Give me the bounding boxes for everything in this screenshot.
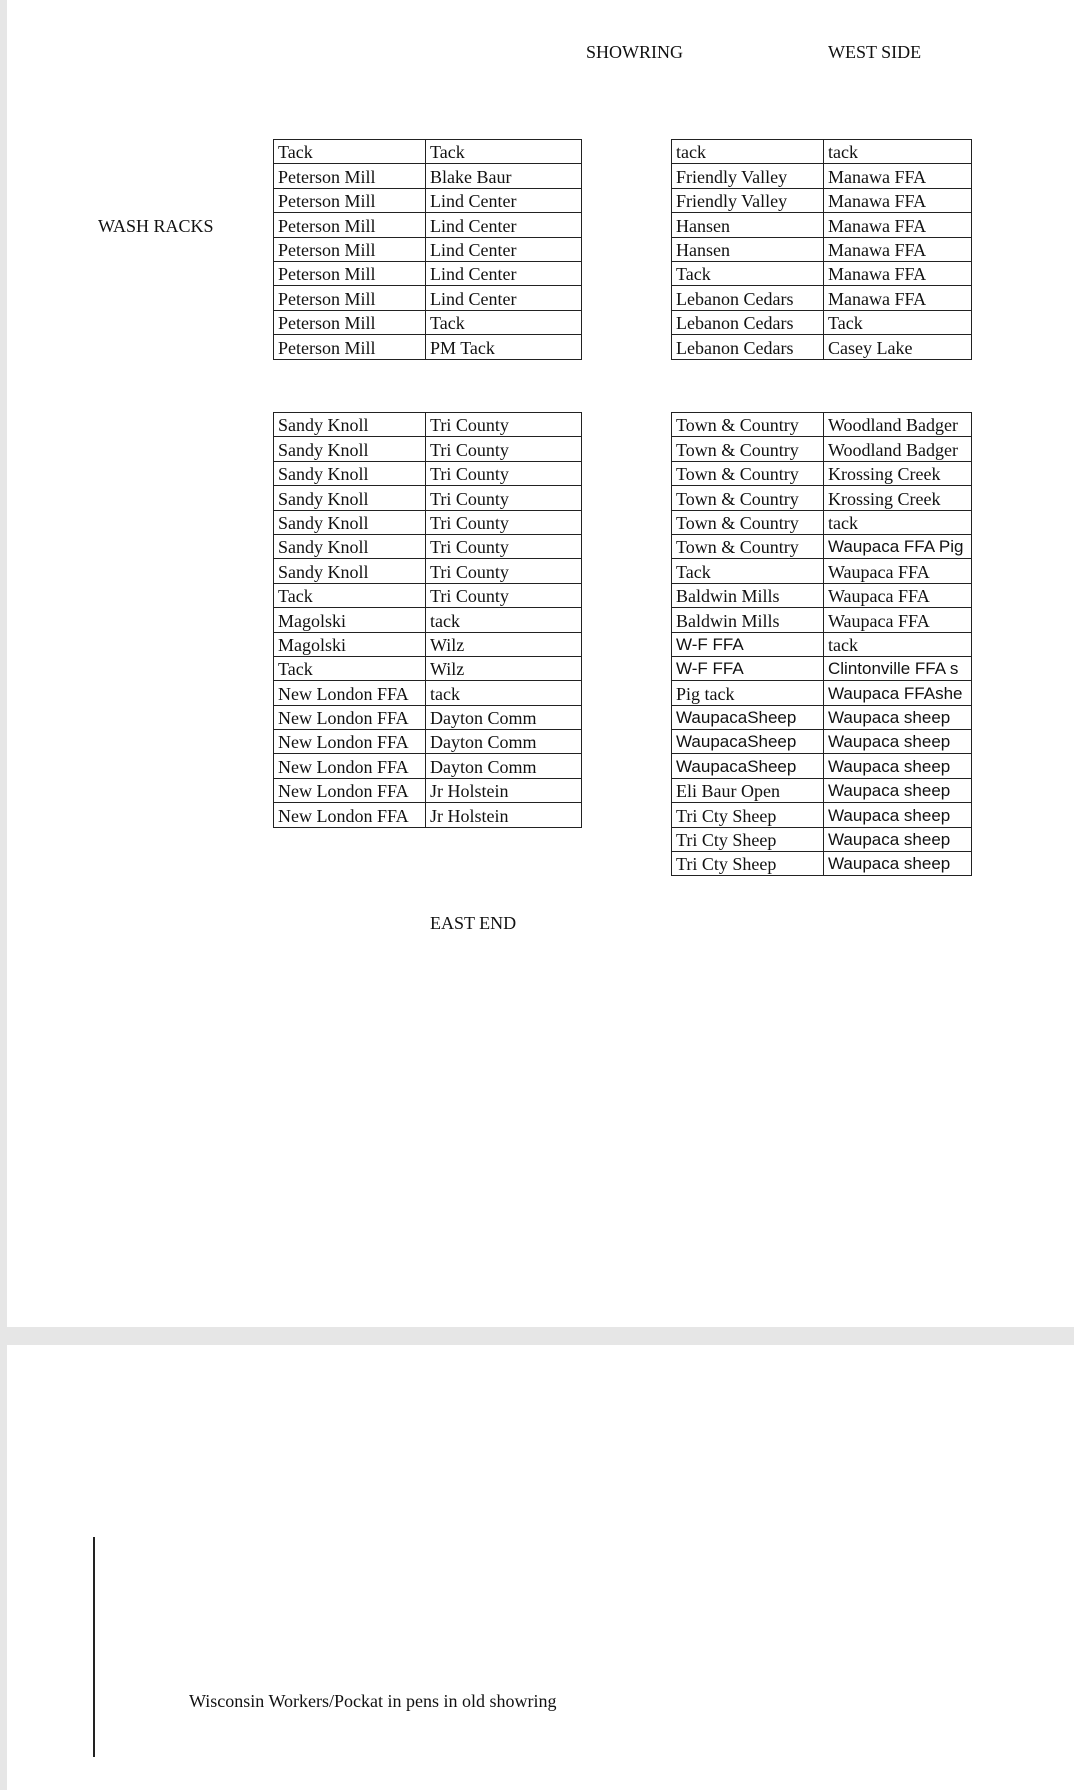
table-cell: PM Tack bbox=[426, 335, 582, 359]
stall-table-top-right bbox=[671, 139, 972, 360]
table-row bbox=[274, 803, 582, 827]
table-cell: tack bbox=[824, 140, 972, 164]
table-cell: Tri County bbox=[426, 413, 582, 437]
table-cell: Waupaca FFA bbox=[824, 583, 972, 607]
table-row bbox=[274, 461, 582, 485]
wash-racks-label: WASH RACKS bbox=[98, 216, 214, 236]
table-cell: Tack bbox=[672, 261, 824, 285]
page-1 bbox=[7, 0, 1074, 1327]
table-row bbox=[672, 261, 972, 285]
table-cell: Peterson Mill bbox=[274, 237, 426, 261]
table-cell: Tack bbox=[824, 310, 972, 334]
table-cell: Sandy Knoll bbox=[274, 559, 426, 583]
table-cell: Lind Center bbox=[426, 188, 582, 212]
table-cell: Tack bbox=[274, 583, 426, 607]
table-cell: tack bbox=[426, 608, 582, 632]
table-row bbox=[672, 754, 972, 778]
table-cell: Krossing Creek bbox=[824, 486, 972, 510]
table-cell: Manawa FFA bbox=[824, 164, 972, 188]
table-cell: Town & Country bbox=[672, 461, 824, 485]
table-row bbox=[672, 656, 972, 680]
table-cell: Tack bbox=[274, 656, 426, 680]
table-cell: Manawa FFA bbox=[824, 237, 972, 261]
table-row bbox=[672, 486, 972, 510]
table-cell: New London FFA bbox=[274, 803, 426, 827]
table-row bbox=[274, 632, 582, 656]
table-row bbox=[274, 583, 582, 607]
table-cell: Waupaca FFA bbox=[824, 559, 972, 583]
table-row bbox=[672, 437, 972, 461]
table-cell: WaupacaSheep bbox=[672, 705, 824, 729]
table-row bbox=[672, 730, 972, 754]
stall-table-bottom-left bbox=[273, 412, 582, 828]
table-cell: Hansen bbox=[672, 213, 824, 237]
table-row bbox=[672, 803, 972, 827]
table-cell: Wilz bbox=[426, 656, 582, 680]
table-cell: Dayton Comm bbox=[426, 730, 582, 754]
table-cell: Magolski bbox=[274, 632, 426, 656]
table-cell: Jr Holstein bbox=[426, 778, 582, 802]
stall-table-top-left bbox=[273, 139, 582, 360]
table-row bbox=[672, 286, 972, 310]
table-cell: tack bbox=[824, 632, 972, 656]
table-cell: Manawa FFA bbox=[824, 213, 972, 237]
table-cell: Town & Country bbox=[672, 437, 824, 461]
table-row bbox=[274, 286, 582, 310]
table-cell: Lind Center bbox=[426, 261, 582, 285]
table-cell: Peterson Mill bbox=[274, 335, 426, 359]
table-row bbox=[274, 140, 582, 164]
table-cell: Tack bbox=[426, 140, 582, 164]
table-cell: Waupaca sheep bbox=[824, 852, 972, 876]
table-cell: Lind Center bbox=[426, 237, 582, 261]
table-cell: New London FFA bbox=[274, 730, 426, 754]
table-cell: Magolski bbox=[274, 608, 426, 632]
table-cell: Waupaca sheep bbox=[824, 778, 972, 802]
table-row bbox=[274, 534, 582, 558]
table-cell: Peterson Mill bbox=[274, 213, 426, 237]
table-cell: Tri Cty Sheep bbox=[672, 852, 824, 876]
table-row bbox=[672, 705, 972, 729]
table-cell: New London FFA bbox=[274, 778, 426, 802]
table-cell: Tri County bbox=[426, 534, 582, 558]
table-cell: Sandy Knoll bbox=[274, 486, 426, 510]
table-row bbox=[672, 608, 972, 632]
table-cell: Jr Holstein bbox=[426, 803, 582, 827]
table-cell: WaupacaSheep bbox=[672, 730, 824, 754]
table-cell: Waupaca FFA Pig bbox=[824, 534, 972, 558]
table-cell: New London FFA bbox=[274, 705, 426, 729]
table-cell: Waupaca sheep bbox=[824, 803, 972, 827]
table-cell: Tri County bbox=[426, 437, 582, 461]
table-row bbox=[274, 237, 582, 261]
table-row bbox=[274, 486, 582, 510]
table-cell: Lebanon Cedars bbox=[672, 286, 824, 310]
table-cell: New London FFA bbox=[274, 754, 426, 778]
table-cell: Town & Country bbox=[672, 486, 824, 510]
table-row bbox=[672, 164, 972, 188]
page-2 bbox=[7, 1345, 1074, 1790]
table-cell: Peterson Mill bbox=[274, 164, 426, 188]
table-cell: Waupaca FFA bbox=[824, 608, 972, 632]
table-cell: Lebanon Cedars bbox=[672, 310, 824, 334]
table-cell: Manawa FFA bbox=[824, 261, 972, 285]
table-row bbox=[274, 559, 582, 583]
table-cell: Peterson Mill bbox=[274, 286, 426, 310]
table-cell: W-F FFA bbox=[672, 632, 824, 656]
table-row bbox=[672, 852, 972, 876]
west-side-label: WEST SIDE bbox=[828, 42, 922, 62]
table-cell: Baldwin Mills bbox=[672, 608, 824, 632]
table-cell: Woodland Badger bbox=[824, 413, 972, 437]
table-row bbox=[274, 213, 582, 237]
table-row bbox=[274, 164, 582, 188]
table-cell: Tri County bbox=[426, 461, 582, 485]
table-row bbox=[274, 681, 582, 705]
table-cell: Tri Cty Sheep bbox=[672, 803, 824, 827]
table-row bbox=[274, 730, 582, 754]
table-cell: Hansen bbox=[672, 237, 824, 261]
table-cell: Peterson Mill bbox=[274, 310, 426, 334]
table-row bbox=[672, 583, 972, 607]
table-cell: Lind Center bbox=[426, 286, 582, 310]
table-cell: Waupaca FFAshe bbox=[824, 681, 972, 705]
table-row bbox=[672, 335, 972, 359]
table-cell: Tri County bbox=[426, 559, 582, 583]
table-row bbox=[672, 188, 972, 212]
footer-note: Wisconsin Workers/Pockat in pens in old showring bbox=[189, 1691, 557, 1711]
east-end-label: EAST END bbox=[430, 913, 517, 933]
table-cell: Pig tack bbox=[672, 681, 824, 705]
table-row bbox=[274, 705, 582, 729]
table-cell: Tack bbox=[672, 559, 824, 583]
stall-table-bottom-right bbox=[671, 412, 972, 876]
table-row bbox=[274, 437, 582, 461]
table-cell: Friendly Valley bbox=[672, 188, 824, 212]
table-cell: Baldwin Mills bbox=[672, 583, 824, 607]
table-cell: Peterson Mill bbox=[274, 188, 426, 212]
table-cell: Lind Center bbox=[426, 213, 582, 237]
table-row bbox=[672, 413, 972, 437]
table-cell: Sandy Knoll bbox=[274, 510, 426, 534]
table-cell: Manawa FFA bbox=[824, 188, 972, 212]
table-row bbox=[672, 510, 972, 534]
table-cell: WaupacaSheep bbox=[672, 754, 824, 778]
table-cell: Sandy Knoll bbox=[274, 437, 426, 461]
table-cell: Tri County bbox=[426, 510, 582, 534]
table-cell: Clintonville FFA s bbox=[824, 656, 972, 680]
table-cell: Lebanon Cedars bbox=[672, 335, 824, 359]
table-row bbox=[672, 559, 972, 583]
table-row bbox=[672, 681, 972, 705]
table-cell: Friendly Valley bbox=[672, 164, 824, 188]
table-cell: tack bbox=[672, 140, 824, 164]
table-cell: Town & Country bbox=[672, 534, 824, 558]
table-cell: Tri County bbox=[426, 583, 582, 607]
table-row bbox=[274, 778, 582, 802]
table-row bbox=[672, 534, 972, 558]
table-cell: Sandy Knoll bbox=[274, 461, 426, 485]
table-row bbox=[672, 461, 972, 485]
table-cell: New London FFA bbox=[274, 681, 426, 705]
table-row bbox=[274, 510, 582, 534]
table-cell: Town & Country bbox=[672, 413, 824, 437]
table-row bbox=[274, 656, 582, 680]
table-cell: Waupaca sheep bbox=[824, 730, 972, 754]
table-cell: tack bbox=[426, 681, 582, 705]
table-cell: W-F FFA bbox=[672, 656, 824, 680]
table-row bbox=[274, 310, 582, 334]
table-row bbox=[672, 632, 972, 656]
table-row bbox=[274, 261, 582, 285]
table-row bbox=[274, 413, 582, 437]
table-row bbox=[672, 310, 972, 334]
table-cell: Tack bbox=[274, 140, 426, 164]
table-cell: Krossing Creek bbox=[824, 461, 972, 485]
table-cell: Peterson Mill bbox=[274, 261, 426, 285]
table-row bbox=[672, 237, 972, 261]
table-cell: Tri Cty Sheep bbox=[672, 827, 824, 851]
table-row bbox=[274, 754, 582, 778]
table-row bbox=[274, 335, 582, 359]
table-cell: tack bbox=[824, 510, 972, 534]
table-cell: Sandy Knoll bbox=[274, 413, 426, 437]
table-cell: Waupaca sheep bbox=[824, 754, 972, 778]
table-cell: Wilz bbox=[426, 632, 582, 656]
table-cell: Tack bbox=[426, 310, 582, 334]
table-cell: Tri County bbox=[426, 486, 582, 510]
table-cell: Casey Lake bbox=[824, 335, 972, 359]
table-row bbox=[672, 140, 972, 164]
table-cell: Waupaca sheep bbox=[824, 705, 972, 729]
table-cell: Woodland Badger bbox=[824, 437, 972, 461]
vertical-rule bbox=[93, 1537, 95, 1757]
table-cell: Waupaca sheep bbox=[824, 827, 972, 851]
table-cell: Blake Baur bbox=[426, 164, 582, 188]
table-cell: Town & Country bbox=[672, 510, 824, 534]
table-cell: Sandy Knoll bbox=[274, 534, 426, 558]
table-cell: Dayton Comm bbox=[426, 705, 582, 729]
table-row bbox=[274, 188, 582, 212]
table-row bbox=[672, 778, 972, 802]
table-row bbox=[672, 827, 972, 851]
showring-label: SHOWRING bbox=[586, 42, 683, 62]
table-cell: Manawa FFA bbox=[824, 286, 972, 310]
table-row bbox=[274, 608, 582, 632]
table-cell: Dayton Comm bbox=[426, 754, 582, 778]
table-cell: Eli Baur Open bbox=[672, 778, 824, 802]
table-row bbox=[672, 213, 972, 237]
